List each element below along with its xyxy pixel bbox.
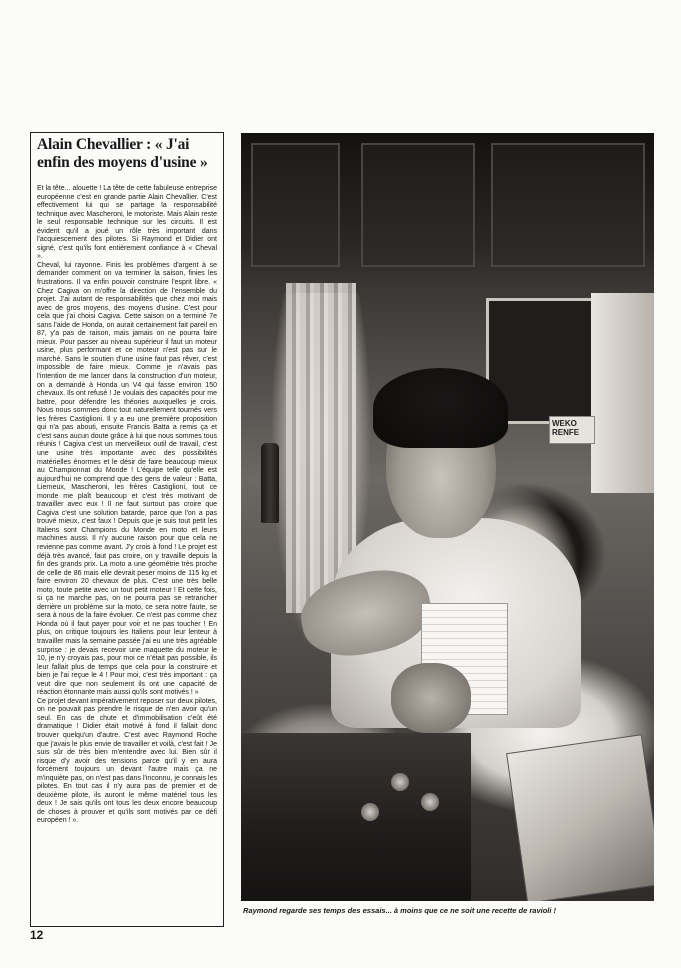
photo-cabinet-door-right xyxy=(491,143,645,267)
article-paragraph-3: Ce projet devant impérativement reposer sur deux pilotes, on ne pouvait pas prendre le risque de n'en avoir qu'un seul. En cas de chute et d'immobilisation c'eût été dramatique ! Didier était motivé à fond il fallait donc trouver quelqu'un d'autre. C'est avec Raymond Roche que j'avais le plus envie de travailler et voilà, c'est fait ! Je suis sûr de très bien m'entendre avec lui. Bien sûr il risque d'y avoir des tensions parce qu'il y en aura forcément toujours un devant l'autre mais ça ne m'inquiète pas, on n'est pas dans l'inconnu, je connais les pilotes. En tout cas il n'y aura pas de premier et de deuxième pilote, ils auront le même matériel tous les deux ! Je sais qu'ils ont tous les deux encore beaucoup de choses à prouver et qu'ils sont motivés par ce défi européen ! ». xyxy=(37,697,217,825)
photo-console-knob xyxy=(421,793,439,811)
photo-raymond-roche xyxy=(241,133,654,901)
photo-sticker: WEKO RENFE xyxy=(549,416,595,444)
photo-bottle xyxy=(261,443,279,523)
photo-cabinet-door-left xyxy=(251,143,340,267)
photo-caption: Raymond regarde ses temps des essais... à moins que ce ne soit une recette de ravioli ! xyxy=(243,906,557,915)
article-body xyxy=(37,185,217,826)
article-paragraph-2: Cheval, lui rayonne. Finis les problèmes d'argent à se demander comment on va terminer la saison, finies les frustrations. Il va enfin pouvoir construire l'esprit libre. « Chez Cagiva on m'offre la direction de l'ensemble du projet. J'ai autant de responsabilités que chez moi mais avec de gros moyens, des moyens d'usine. C'est pour cela que j'ai choisi Cagiva. Cette saison on a terminé 7e sans l'aide de Honda, on aurait certainement fait pareil en 87, y'a pas de raison, mais jamais on ne pourra faire mieux. Pour passer au niveau supérieur il faut un moteur usine, plus performant et ce moteur n'est pas sur le marché. Sans le soutien d'une usine faut pas rêver, c'est impossible de faire mieux. Comme je n'avais pas l'intention de me lancer dans la construction d'un moteur, on a demandé à Honda un V4 qui fasse environ 150 chevaux. Ils ont refusé ! Je voulais des capacités pour me battre, pour défendre les théories auxquelles je crois. Nous nous sommes donc tout naturellement tournés vers les frères Castiglioni. Il y a eu une première proposition qui n'a pas abouti, ensuite Francis Batta a remis ça et c'est sans aucun doute grâce à lui que nous sommes tous réunis ! Cagiva c'est un merveilleux outil de travail, c'est une usine très importante avec des possibilités matérielles énormes et le désir de faire beaucoup mieux au Championnat du Monde ! L'équipe telle qu'elle est aujourd'hui ne comprend que des gens de valeur : Batta, Lierneux, Mascheroni, les frères Castiglioni, tout ce monde me plaît beaucoup et c'est très motivant de travailler avec eux ! Il ne faut surtout pas croire que Cagiva c'est une solution batarde, parce que l'on a pas trouvé mieux, c'est faux ! Depuis que je suis tout petit les Italiens sont Champions du Monde en moto et leurs machines aussi. Il n'y aucune raison pour que cela ne revienne pas comme avant. J'y crois à fond ! Le projet est déjà très avancé, faut pas croire, on y travaille depuis la fin des grands prix. La moto a une géométrie très proche de celle de 86 mais elle devrait peser moins de 115 kg et faire environ 20 chevaux de plus. C'est une très belle moto, toute petite avec un tout petit moteur ! Et cette fois, si ça ne marche pas, on ne pourra pas se retrancher derrière un problème sur la moto, ce sera notre faute, se sera à nous de la faire évoluer. Ce n'est pas comme chez Honda où il faut payer pour voir et ne pas toucher ! En plus, on critique toujours les Italiens pour leur lenteur à travailler mais la semaine passée j'ai eu une très agréable surprise : je devais recevoir une maquette du moteur le 10, je n'y croyais pas, pour moi ce n'était pas possible, ils leur fallait plus de temps que cela pour la construire et bien je l'ai reçue le 4 ! Pour moi, c'est très important : ça veut dire que non seulement ils ont une capacité de réaction étonnante mais aussi qu'ils sont motivés ! » xyxy=(37,261,217,697)
photo-window-right xyxy=(591,293,654,493)
photo-console-knob xyxy=(391,773,409,791)
photo-cabinet-door-middle xyxy=(361,143,475,267)
article-paragraph-1: Et la tête... alouette ! La tête de cette fabuleuse entreprise européenne c'est en grande partie Alain Chevallier. C'est effectivement lui qui se partage la responsabilité technique avec Mascheroni, le motoriste. Mais Alain reste le seul responsable technique sur les circuits. Il est évident qu'il a joué un rôle très important dans l'acquiescement des pilotes. Si Raymond et Didier ont signé, c'est qu'ils font entièrement confiance à « Cheval ». xyxy=(37,185,217,261)
photo-console xyxy=(241,733,471,901)
article-title-box xyxy=(30,132,224,176)
article-body-box xyxy=(30,176,224,927)
article-title: Alain Chevallier : « J'ai enfin des moyens d'usine » xyxy=(37,136,208,171)
photo-console-knob xyxy=(361,803,379,821)
page-number: 12 xyxy=(30,928,44,942)
photo-hair xyxy=(373,368,508,448)
photo-magazine xyxy=(506,734,654,901)
photo-hand xyxy=(391,663,471,733)
